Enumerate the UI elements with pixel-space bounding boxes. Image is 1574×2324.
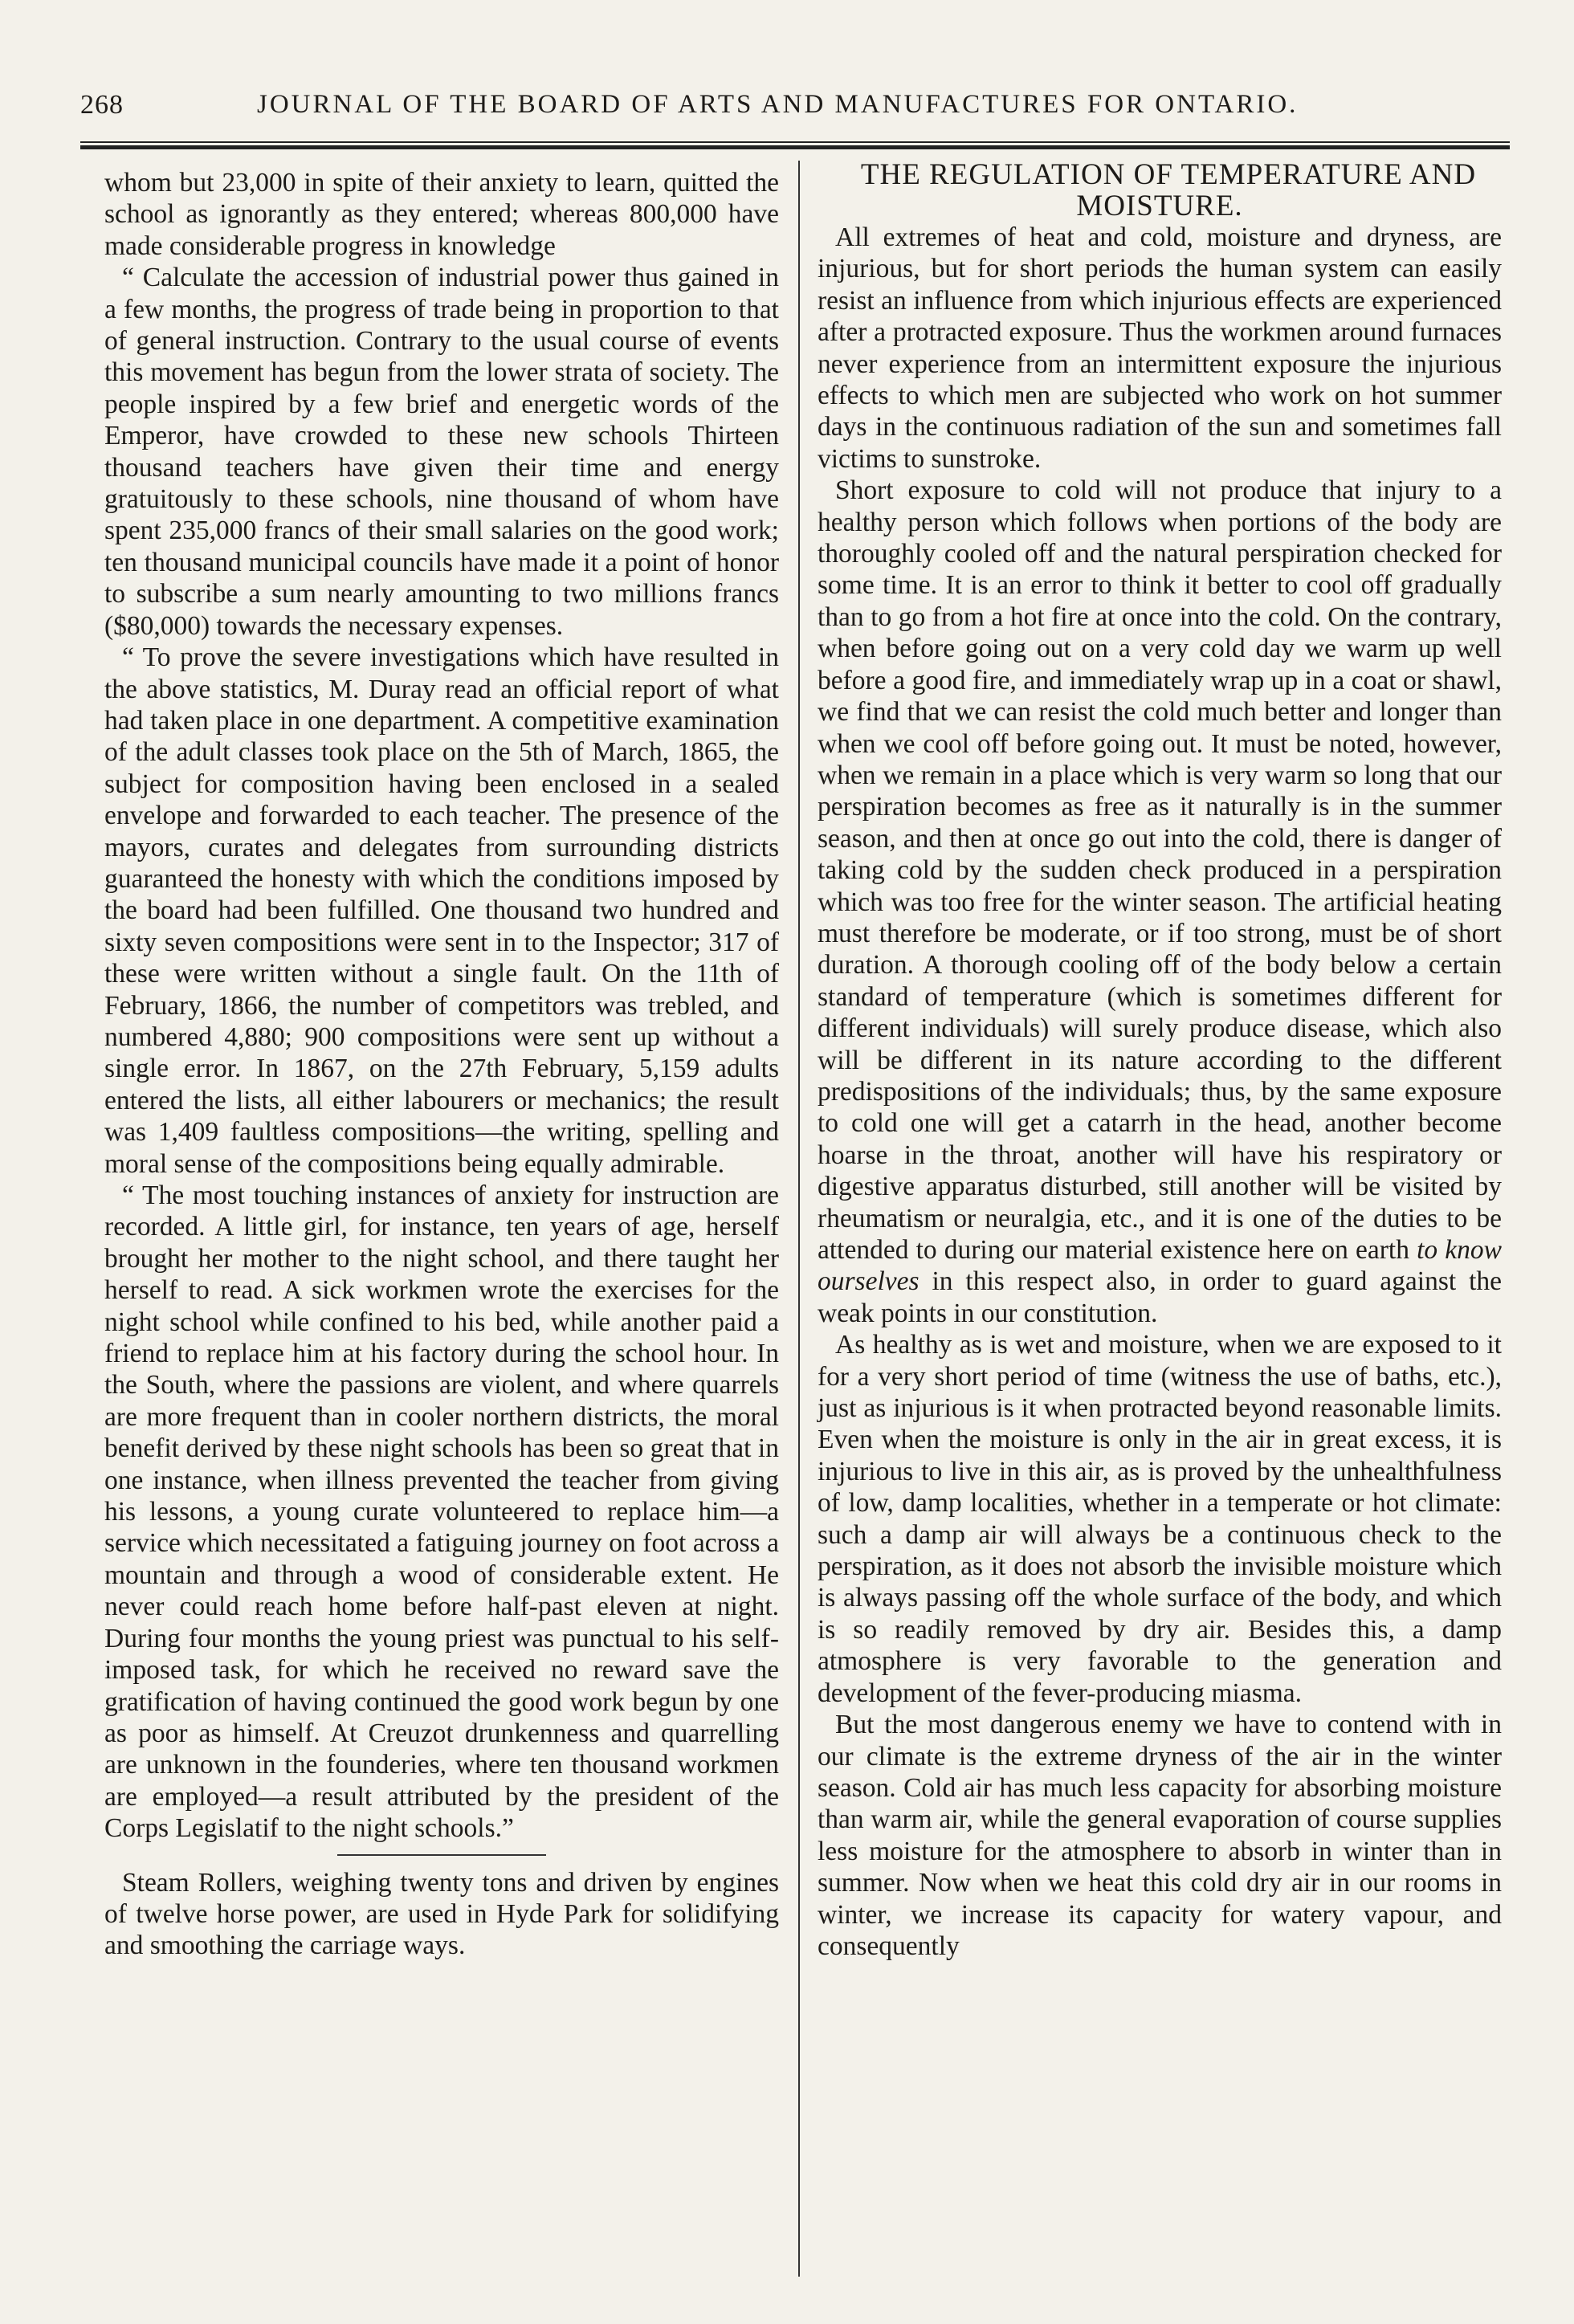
left-paragraph: “ Calculate the accession of industrial power thus gained in a few months, the progress of trade being in proportion to that of general instruction. Contrary to the usual course of events this movement has begun from the lower strata of society. The people inspired by a few brief and energetic words of the Emperor, have crowded to these new schools Thirteen thousand teachers have given their time and energy gratuitously to these schools, nine thousand of whom have spent 235,000 francs of their small salaries on the good work; ten thousand municipal councils have made it a point of honor to subscribe a sum nearly amounting to two millions francs ($80,000) towards the necessary expenses. <box>104 263 779 641</box>
header-rule-thin <box>80 141 1510 143</box>
section-rule <box>337 1854 546 1856</box>
right-paragraph: As healthy as is wet and moisture, when we are exposed to it for a very short period of time (witness the use of baths, etc.), just as injurious is it when protracted beyond reasonable limits. Even when the moisture is only in the air in great excess, it is injurious to live in this air, as is proved by the unhealthfulness of low, damp localities, whether in a temperate or hot climate: such a damp air will always be a continuous check to the perspiration, as it does not absorb the invisible moisture which is always passing off the whole surface of the body, and which is so readily removed by dry air. Besides this, a damp atmosphere is very favorable to the generation and development of the fever-producing miasma. <box>818 1330 1502 1708</box>
right-column <box>818 159 1502 1962</box>
left-paragraph: whom but 23,000 in spite of their anxiety to learn, quitted the school as ignorantly as they entered; whereas 800,000 have made considerable progress in knowledge <box>104 168 779 261</box>
left-column <box>104 167 779 1962</box>
right-paragraph: All extremes of heat and cold, moisture and dryness, are injurious, but for short periods the human system can easily resist an influence from which injurious effects are experienced after a protracted exposure. Thus the workmen around furnaces never experience from an intermittent exposure the injurious effects to which men are subjected who work on hot summer days in the continuous radiation of the sun and sometimes fall victims to sunstroke. <box>818 222 1502 474</box>
right-paragraph: But the most dangerous enemy we have to contend with in our climate is the extreme dryness of the air in the winter season. Cold air has much less capacity for absorbing moisture than warm air, while the general evaporation of course supplies less moisture for the atmosphere to absorb in winter than in summer. Now when we heat this cold dry air in our rooms in winter, we increase its capacity for watery vapour, and consequently <box>818 1710 1502 1961</box>
page-number: 268 <box>80 90 124 120</box>
running-header <box>80 90 1502 132</box>
paragraph-text: Short exposure to cold will not produce that injury to a healthy person which follows when portions of the body are thoroughly cooled off and the natural perspiration checked for some time. It is an error to think it better to cool off gradually than to go from a hot fire at once into the cold. On the contrary, when before going out on a very cold day we warm up well before a good fire, and immediately wrap up in a coat or shawl, we find that we can resist the cold much better and longer than when we cool off before going out. It must be noted, however, when we remain in a place which is very warm so long that our perspiration becomes as free as it naturally is in the summer season, and then at once go out into the cold, there is danger of taking cold by the sudden check produced in a perspiration which was too free for the winter season. The artificial heating must therefore be moderate, or if too strong, must be of short duration. A thorough cooling off of the body below a certain standard of temperature (which is sometimes different for different individuals) will surely produce disease, which also will be different in its nature according to the different predispositions of the individuals; thus, by the same exposure to cold one will get a catarrh in the head, another become hoarse in the throat, another will have his respiratory or digestive apparatus disturbed, still another will be visited by rheumatism or neuralgia, etc., and it is one of the duties to be attended to during our material existence here on earth <box>818 475 1502 1265</box>
paragraph-tail: in this respect also, in order to guard against the weak points in our constitution. <box>818 1266 1503 1328</box>
journal-title: JOURNAL OF THE BOARD OF ARTS AND MANUFACTURES FOR ONTARIO. <box>257 90 1299 119</box>
article-title: THE REGULATION OF TEMPERATURE AND MOISTURE. <box>860 158 1477 222</box>
left-paragraph: “ The most touching instances of anxiety for instruction are recorded. A little girl, for instance, ten years of age, herself brought her mother to the night school, and there taught her herself to read. A sick workmen wrote the exercises for the night school while confined to his bed, while another paid a friend to replace him at his factory during the school hour. In the South, where the passions are violent, and where quarrels are more frequent than in cooler northern districts, the moral benefit derived by these night schools has been so great that in one instance, when illness prevented the teacher from giving his lessons, a young curate volunteered to replace him—a service which necessitated a fatiguing journey on foot across a mountain and through a wood of considerable extent. He never could reach home before half-past eleven at night. During four months the young priest was punctual to his self-imposed task, for which he received no reward save the gratification of having continued the good work begun by one as poor as himself. At Creuzot drunkenness and quarrelling are unknown in the founderies, where ten thousand workmen are employed—a result attributed by the president of the Corps Legislatif to the night schools.” <box>104 1180 779 1844</box>
header-rule-thick <box>80 145 1510 149</box>
left-paragraph: “ To prove the severe investigations which have resulted in the above statistics, M. Duray read an official report of what had taken place in one department. A competitive examination of the adult classes took place on the 5th of March, 1865, the subject for composition having been enclosed in a sealed envelope and forwarded to each teacher. The presence of the mayors, curates and delegates from surrounding districts guaranteed the honesty with which the conditions imposed by the board had been fulfilled. One thousand two hundred and sixty seven compositions were sent in to the Inspector; 317 of these were written without a single fault. On the 11th of February, 1866, the number of competitors was trebled, and numbered 4,880; 900 compositions were sent up without a single error. In 1867, on the 27th February, 5,159 adults entered the lists, all either labourers or mechanics; the result was 1,409 faultless compositions—the writing, spelling and moral sense of the compositions being equally admirable. <box>104 642 779 1179</box>
steam-rollers-note: Steam Rollers, weighing twenty tons and driven by engines of twelve horse power, are used in Hyde Park for solidifying and smoothing the carriage ways. <box>104 1867 779 1961</box>
right-paragraph <box>818 475 1502 1329</box>
column-divider <box>798 161 800 2277</box>
italic-phrase: to know ourselves <box>818 1235 1502 1297</box>
